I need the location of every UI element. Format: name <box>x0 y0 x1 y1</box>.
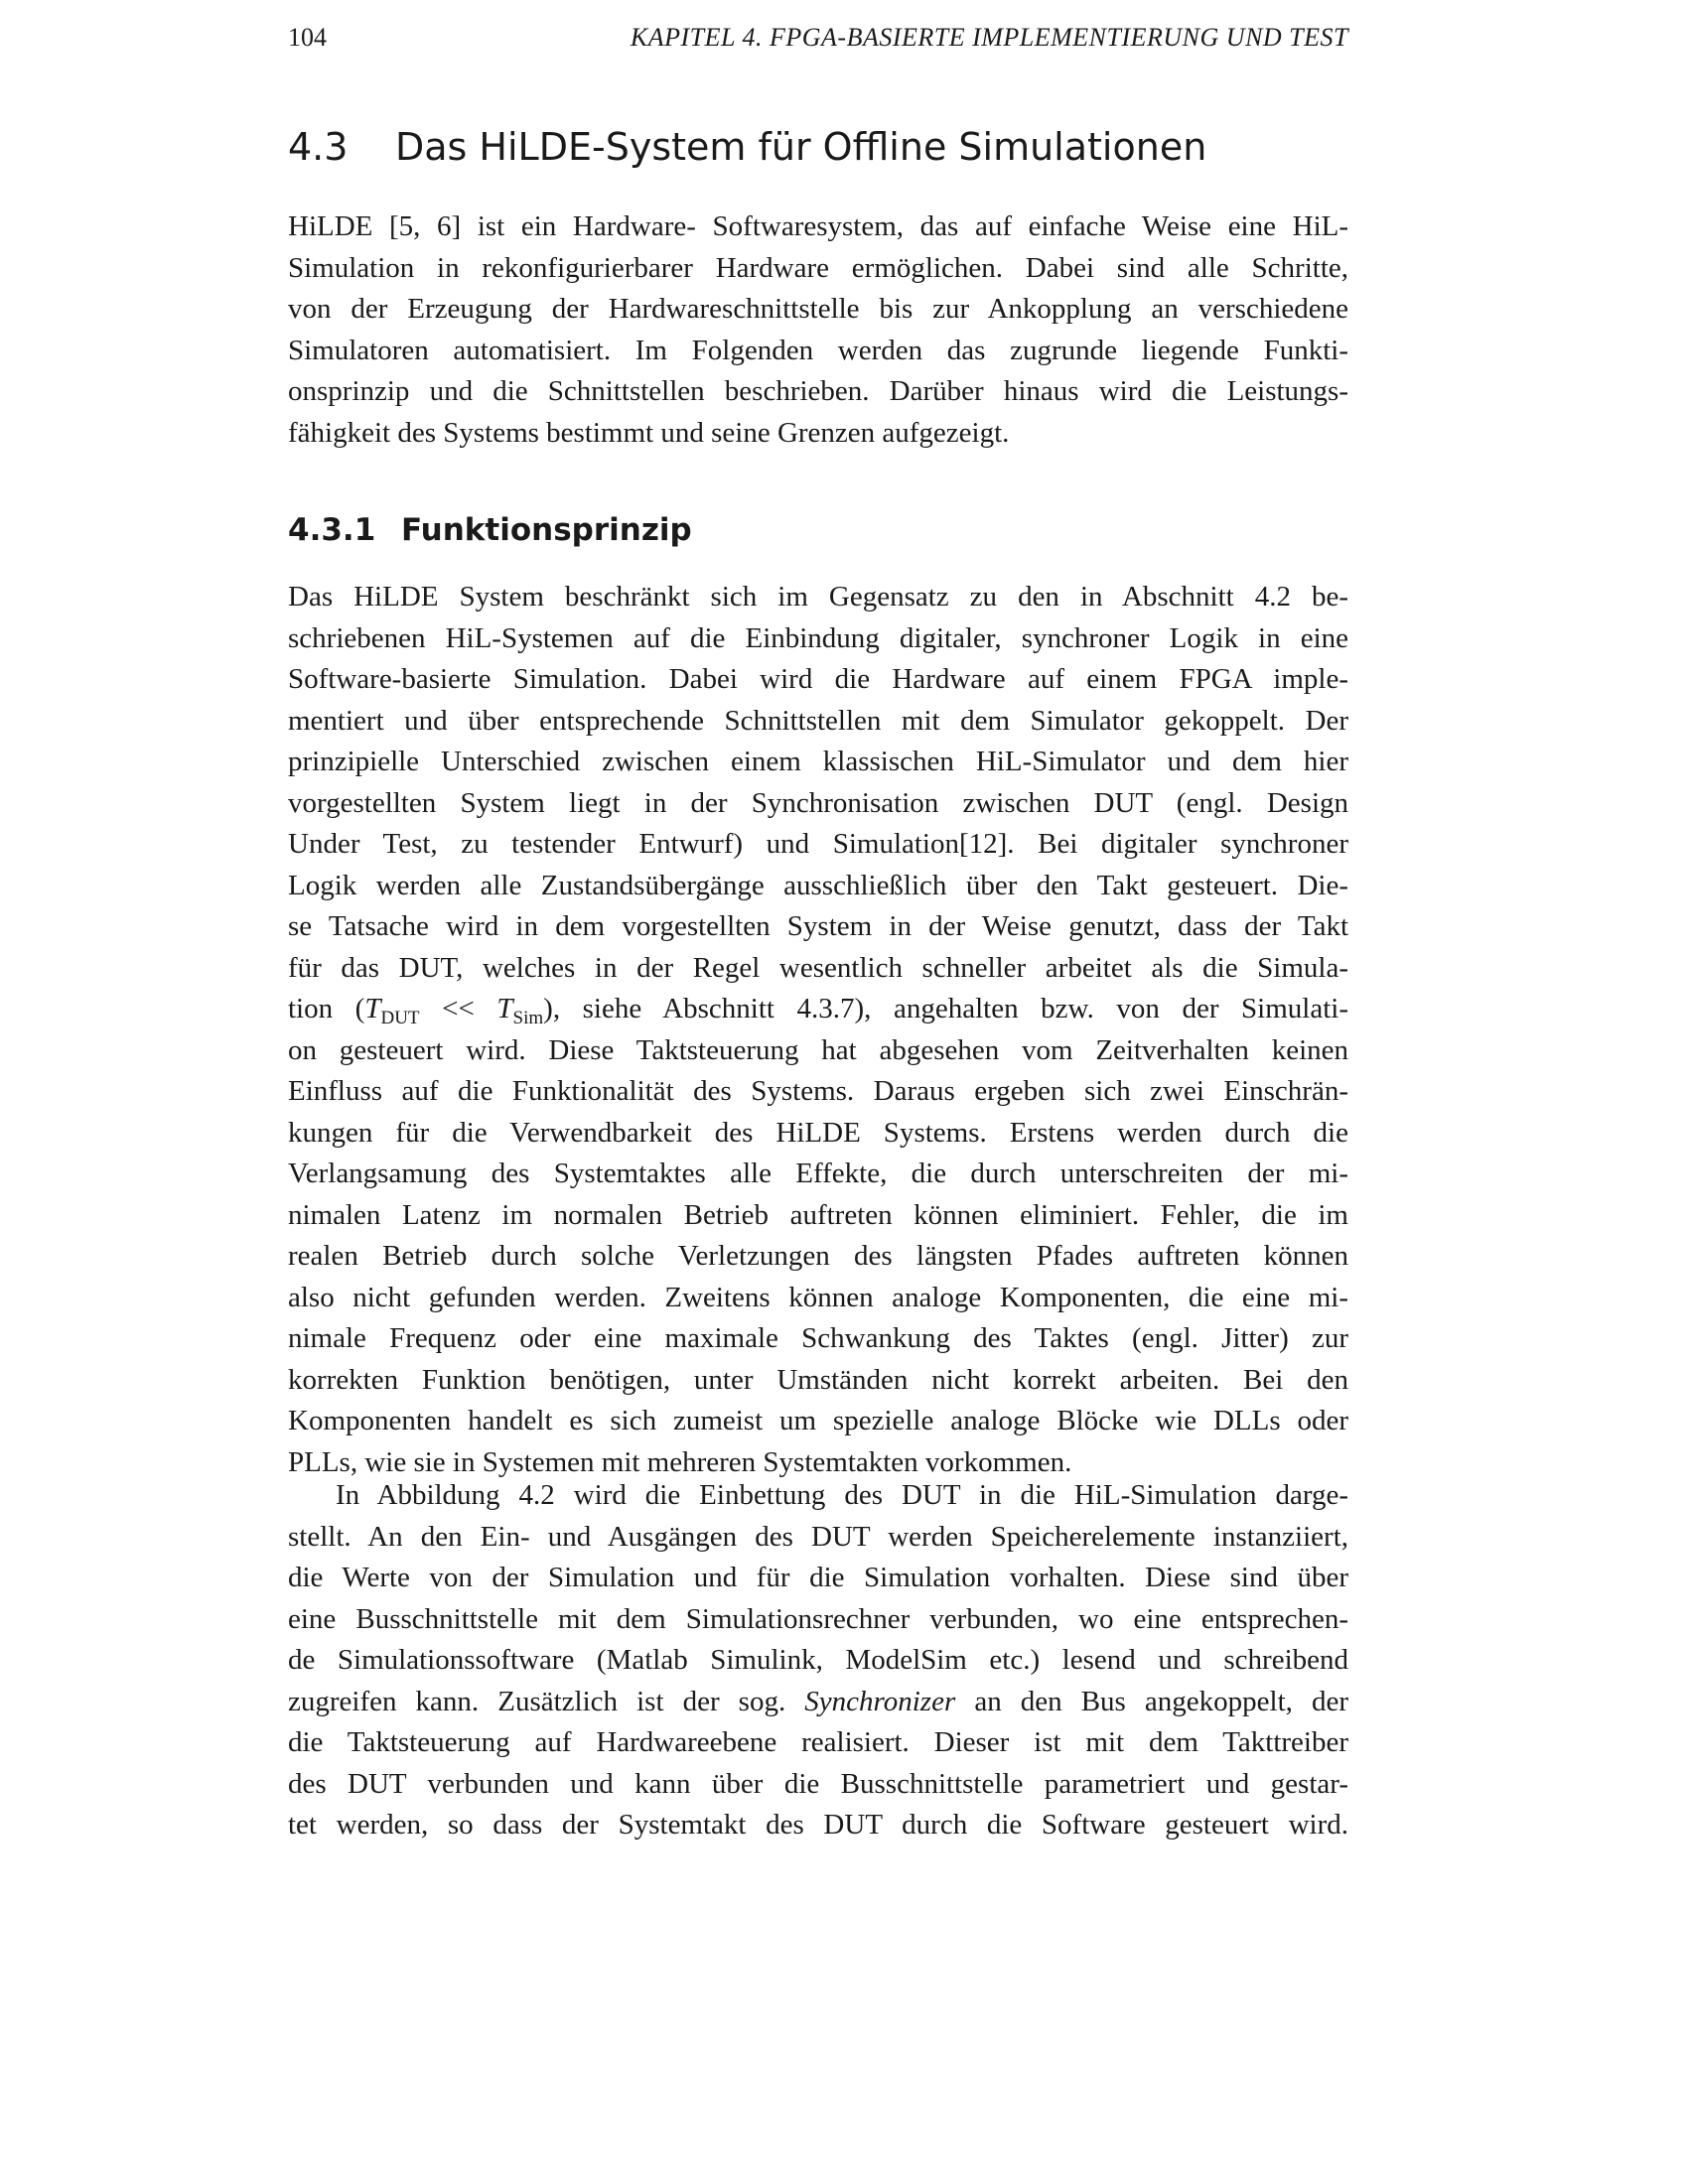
math-t-dut: T <box>364 993 381 1024</box>
paragraph-abbildung <box>288 1475 1348 1846</box>
math-prefix: tion ( <box>288 993 365 1024</box>
text-line: PLLs, wie sie in Systemen mit mehreren Systemtakten vorkommen. <box>288 1445 1072 1478</box>
chapter-title: KAPITEL 4. FPGA-BASIERTE IMPLEMENTIERUNG UND TEST <box>630 23 1348 52</box>
text-line: eine Busschnittstelle mit dem Simulationsrechner verbunden, wo eine entsprechen- <box>288 1602 1348 1635</box>
subsection-number: 4.3.1 <box>288 512 376 548</box>
text-line: Simulation in rekonfigurierbarer Hardware ermöglichen. Dabei sind alle Schritte, <box>288 251 1348 284</box>
text-line: de Simulationssoftware (Matlab Simulink, ModelSim etc.) lesend und schreibend <box>288 1644 1348 1676</box>
text-line: Software-basierte Simulation. Dabei wird die Hardware auf einem FPGA imple- <box>288 663 1348 695</box>
math-t-dut-subscript: DUT <box>380 1008 420 1028</box>
text-line-italic <box>288 1682 1348 1723</box>
text-line: on gesteuert wird. Diese Taktsteuerung hat abgesehen vom Zeitverhalten keinen <box>288 1033 1348 1066</box>
running-header <box>288 18 1348 58</box>
page-number: 104 <box>288 23 327 52</box>
section-number: 4.3 <box>288 125 349 169</box>
text-line-math <box>288 989 1348 1030</box>
section-title-text: Das HiLDE-System für Offline Simulationen <box>395 125 1207 169</box>
text-line: Logik werden alle Zustandsübergänge ausschließlich über den Takt gesteuert. Die- <box>288 869 1348 901</box>
text-line: die Taktsteuerung auf Hardwareebene realisiert. Dieser ist mit dem Takttreiber <box>288 1726 1348 1758</box>
italic-prefix: zugreifen kann. Zusätzlich ist der sog. <box>288 1685 805 1717</box>
section-heading <box>288 121 1348 173</box>
text-line: von der Erzeugung der Hardwareschnittstelle bis zur Ankopplung an verschiedene <box>288 293 1348 325</box>
text-line: Einfluss auf die Funktionalität des Systems. Daraus ergeben sich zwei Einschrän- <box>288 1075 1348 1107</box>
text-line: Under Test, zu testender Entwurf) und Simulation[12]. Bei digitaler synchroner <box>288 828 1348 860</box>
subsection-title-text: Funktionsprinzip <box>401 512 692 548</box>
text-line: Das HiLDE System beschränkt sich im Gegensatz zu den in Abschnitt 4.2 be- <box>288 581 1348 613</box>
text-line: nimale Frequenz oder eine maximale Schwankung des Taktes (engl. Jitter) zur <box>288 1322 1348 1354</box>
math-suffix: ), siehe Abschnitt 4.3.7), angehalten bzw. von der Simulati- <box>543 993 1348 1024</box>
intro-paragraph <box>288 206 1348 454</box>
text-line: fähigkeit des Systems bestimmt und seine Grenzen aufgezeigt. <box>288 416 1010 449</box>
text-line: In Abbildung 4.2 wird die Einbettung des DUT in die HiL-Simulation darge- <box>336 1479 1348 1511</box>
text-line: des DUT verbunden und kann über die Busschnittstelle parametriert und gestar- <box>288 1767 1348 1800</box>
italic-suffix: an den Bus angekoppelt, der <box>955 1685 1348 1717</box>
text-line: stellt. An den Ein- und Ausgängen des DUT werden Speicherelemente instanziiert, <box>288 1520 1348 1553</box>
text-line: für das DUT, welches in der Regel wesentlich schneller arbeitet als die Simula- <box>288 951 1348 984</box>
text-line: onsprinzip und die Schnittstellen beschrieben. Darüber hinaus wird die Leistungs- <box>288 375 1348 407</box>
text-line: prinzipielle Unterschied zwischen einem klassischen HiL-Simulator und dem hier <box>288 746 1348 777</box>
text-line: vorgestellten System liegt in der Synchronisation zwischen DUT (engl. Design <box>288 786 1348 819</box>
paragraph-funktionsprinzip <box>288 577 1348 1483</box>
text-line: realen Betrieb durch solche Verletzungen des längsten Pfades auftreten können <box>288 1240 1348 1272</box>
text-line: Verlangsamung des Systemtaktes alle Effekte, die durch unterschreiten der mi- <box>288 1158 1348 1189</box>
math-t-sim-subscript: Sim <box>512 1008 544 1028</box>
text-line: tet werden, so dass der Systemtakt des DUT durch die Software gesteuert wird. <box>288 1809 1348 1841</box>
text-line: also nicht gefunden werden. Zweitens können analoge Komponenten, die eine mi- <box>288 1281 1348 1313</box>
math-t-sim: T <box>496 993 513 1024</box>
text-line: HiLDE [5, 6] ist ein Hardware- Softwaresystem, das auf einfache Weise eine HiL- <box>288 210 1348 242</box>
text-line: se Tatsache wird in dem vorgestellten System in der Weise genutzt, dass der Takt <box>288 910 1348 942</box>
text-line: nimalen Latenz im normalen Betrieb auftreten können eliminiert. Fehler, die im <box>288 1198 1348 1231</box>
text-line: die Werte von der Simulation und für die Simulation vorhalten. Diese sind über <box>288 1562 1348 1593</box>
synchronizer-term: Synchronizer <box>804 1685 956 1717</box>
text-line: mentiert und über entsprechende Schnittstellen mit dem Simulator gekoppelt. Der <box>288 704 1348 737</box>
text-line: Komponenten handelt es sich zumeist um spezielle analoge Blöcke wie DLLs oder <box>288 1405 1348 1436</box>
math-operator: << <box>419 993 497 1024</box>
text-line: schriebenen HiL-Systemen auf die Einbindung digitaler, synchroner Logik in eine <box>288 621 1348 654</box>
text-line: korrekten Funktion benötigen, unter Umständen nicht korrekt arbeiten. Bei den <box>288 1363 1348 1396</box>
text-line: Simulatoren automatisiert. Im Folgenden werden das zugrunde liegende Funkti- <box>288 334 1348 366</box>
text-line: kungen für die Verwendbarkeit des HiLDE Systems. Erstens werden durch die <box>288 1116 1348 1149</box>
subsection-heading <box>288 508 1348 552</box>
